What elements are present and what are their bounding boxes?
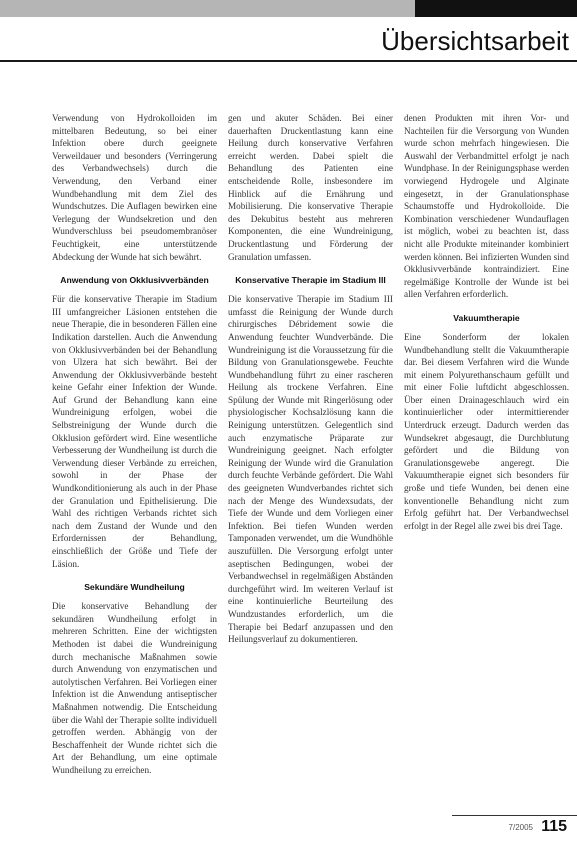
column-2 <box>228 112 393 646</box>
paragraph: Für die konservative Therapie im Stadium III umfangreicher Läsionen entstehen die neue Therapie, die in besonderen Fällen eine Indikation darstellen. Auch die Anwendung von Okklusivverbänden bei der Behandlung von Ulzera hat sich bewährt. Bei der Anwendung der Okklusivverbände besteht keine Gefahr einer Infektion der Wunde. Auf Grund der Behandlung kann eine Wundreinigung erfolgen, wobei die Selbstreinigung der Wunde durch die Okklusion gefördert wird. Eine wesentliche Verbesserung der Wundheilung ist durch die Verwendung dieser Verbände zu erreichen, sowohl in der Phase der Wundkonditionierung als auch in der Phase der Granulation und Epithelisierung. Die Wahl des richtigen Verbands richtet sich nach dem Zustand der Wunde und den Erfordernissen der Behandlung, einschließlich der Größe und Tiefe der Läsion. <box>52 294 217 569</box>
section-title: Übersichtsarbeit <box>381 26 569 56</box>
paragraph: Die konservative Behandlung der sekundären Wundheilung erfolgt in mehreren Schritten. Eine der wichtigsten Methoden ist dabei die Wundreinigung durch mechanische Maßnahmen sowie durch Anwendung von enzymatischen und autolytischen Verfahren. Bei Vorliegen einer Infektion ist die Anwendung antiseptischer Maßnahmen notwendig. Die Entscheidung über die Wahl der Therapie sollte individuell getroffen werden. Abhängig von der Beschaffenheit der Wunde richtet sich die Art der Behandlung, um eine optimale Wundheilung zu erreichen. <box>52 601 217 775</box>
top-banner-black <box>415 0 577 17</box>
paragraph: Verwendung von Hydrokolloiden im mittelbaren Bedeutung, so bei einer Infektion obere durch geeignete Verweildauer und besonders (Verringerung des Verbandwechsels) durch die Verwendung, den Verband einer Wundbehandlung mit dem Ziel des Wundschutzes. Die Auflagen bewirken eine Verlegung der Wundsekretion und den Wundverschluss bei pseudomembranöser Feuchtigkeit, eine unterstützende Abdeckung der Wunde hat sich bewährt. <box>52 113 217 262</box>
paragraph: Eine Sonderform der lokalen Wundbehandlung stellt die Vakuumtherapie dar. Bei diesem Verfahren wird die Wunde mit einem Polyurethanschaum gefüllt und mit einer Folie luftdicht abgeschlossen. Über einen Drainageschlauch wird ein kontinuierlicher oder intermittierender Unterdruck erzeugt. Dadurch werden das Wundsekret abgesaugt, die Durchblutung gefördert und die Bildung von Granulationsgewebe angeregt. Die Vakuumtherapie eignet sich besonders für große und tiefe Wunden, bei denen eine konventionelle Behandlung nicht zum Erfolg geführt hat. Der Verbandwechsel erfolgt in der Regel alle zwei bis drei Tage. <box>404 331 569 531</box>
subheading: Anwendung von Okklusivverbänden <box>60 275 209 286</box>
paragraph: denen Produkten mit ihren Vor- und Nachteilen für die Versorgung von Wunden wurde schon mehrfach hingewiesen. Die Auswahl der Verbandmittel erfolgt je nach Wundphase. In der Reinigungsphase werden vorwiegend Hydrogele und Alginate eingesetzt, in der Granulationsphase Schaumstoffe und Hydrokolloide. Die Kombination verschiedener Wundauflagen ist möglich, wobei zu beachten ist, dass nicht alle Produkte miteinander kombiniert werden können. Bei infizierten Wunden sind Okklusivverbände kontraindiziert. Eine regelmäßige Kontrolle der Wunde ist bei allen Verfahren erforderlich. <box>404 113 569 300</box>
footer-rule <box>452 815 577 816</box>
issue-label: 7/2005 <box>508 823 533 832</box>
subheading: Vakuumtherapie <box>453 312 520 323</box>
column-3 <box>404 112 569 532</box>
header-rule <box>0 60 577 62</box>
paragraph: Die konservative Therapie im Stadium III umfasst die Reinigung der Wunde durch chirurgisches Débridement sowie die Anwendung feuchter Wundverbände. Die Wundreinigung ist die Voraussetzung für die Bildung von Granulationsgewebe. Feuchte Wundbehandlung führt zu einer rascheren Heilung als trockene Verfahren. Eine Spülung der Wunde mit Ringerlösung oder physiologischer Kochsalzlösung kann die Reinigung unterstützen. Gelegentlich sind auch enzymatische Präparate zur Wundreinigung geeignet. Nach erfolgter Reinigung der Wunde wird die Granulation durch feuchte Verbände gefördert. Die Wahl des geeigneten Wundverbandes richtet sich nach der Menge des Wundexsudats, der Tiefe der Wunde und dem Vorliegen einer Infektion. Bei tiefen Wunden werden Tamponaden verwendet, um die Wundhöhle auszufüllen. Die Versorgung erfolgt unter aseptischen Bedingungen, wobei der Verbandwechsel in regelmäßigen Abständen durchgeführt wird. Im weiteren Verlauf ist eine kontinuierliche Beurteilung des Wundzustandes erforderlich, um die Therapie bei Bedarf anzupassen und den Heilungsverlauf zu dokumentieren. <box>228 294 393 645</box>
subheading: Konservative Therapie im Stadium III <box>235 275 386 286</box>
paragraph: gen und akuter Schäden. Bei einer dauerhaften Druckentlastung kann eine Heilung durch konservative Verfahren erreicht werden. Dabei spielt die Behandlung des Patienten eine entscheidende Rolle, insbesondere im Hinblick auf die Ernährung und Mobilisierung. Die konservative Therapie des Dekubitus besteht aus mehreren Komponenten, die eine Wundreinigung, Druckentlastung und Förderung der Granulation umfassen. <box>228 113 393 262</box>
column-1 <box>52 112 217 777</box>
subheading: Sekundäre Wundheilung <box>84 582 185 593</box>
top-banner <box>0 0 577 17</box>
page-number: 115 <box>541 818 567 835</box>
top-banner-gray <box>0 0 415 17</box>
